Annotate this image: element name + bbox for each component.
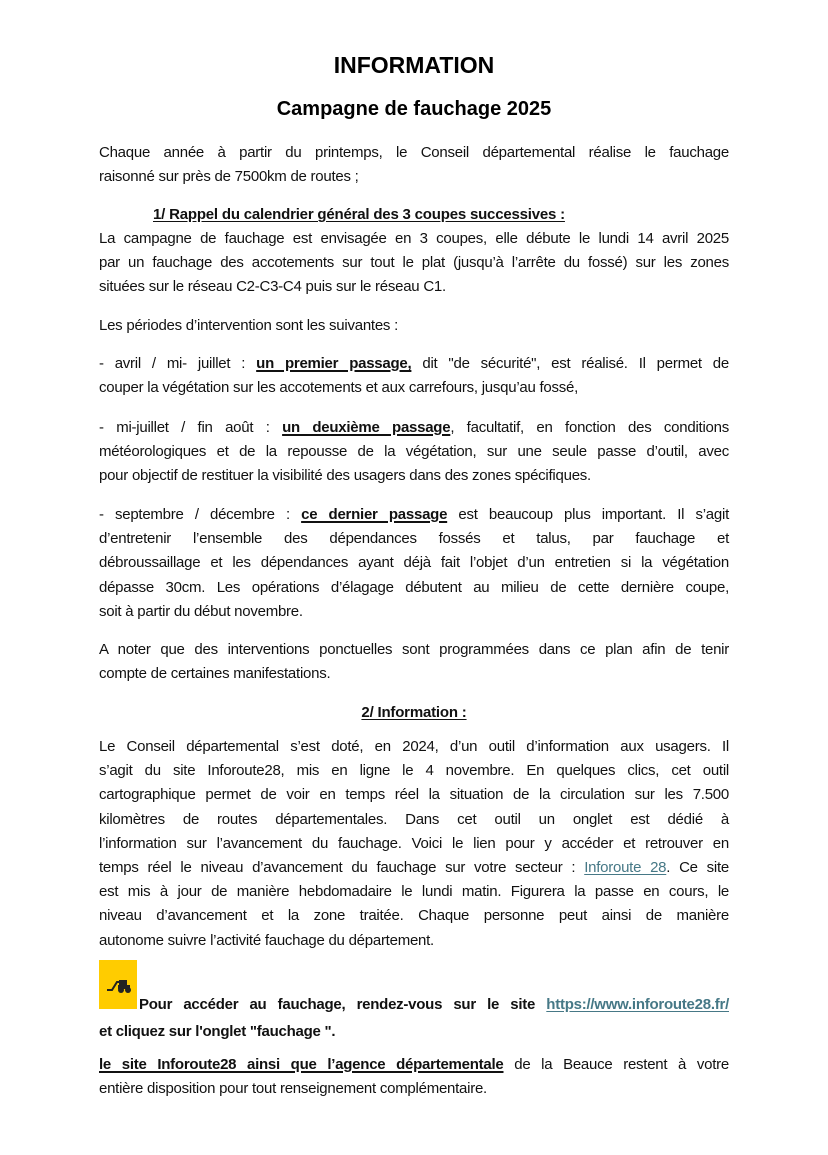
period-dates: - mi-juillet / fin août : bbox=[99, 419, 283, 436]
period-item-1 bbox=[99, 352, 729, 400]
access-instruction: et cliquez sur l'onglet "fauchage ". bbox=[99, 1023, 336, 1040]
paragraph-line bbox=[99, 856, 729, 880]
closing-emphasis: le site Inforoute28 ainsi que l’agence départementale bbox=[99, 1056, 504, 1073]
tractor-glyph bbox=[106, 978, 132, 994]
paragraph-line: Le Conseil départemental s’est doté, en 2024, d’un outil d’information aux usagers. Il bbox=[99, 738, 729, 755]
closing-line: entière disposition pour tout renseignement complémentaire. bbox=[99, 1080, 487, 1098]
period-text: dit "de sécurité", est réalisé. Il permet de bbox=[411, 355, 729, 372]
access-text bbox=[139, 993, 729, 1017]
paragraph-line: kilomètres de routes départementales. Dans cet outil un onglet est dédié à bbox=[99, 810, 729, 828]
note-line: A noter que des interventions ponctuelles sont programmées dans ce plan afin de tenir bbox=[99, 641, 729, 658]
paragraph-line: cartographique permet de voir en temps réel la situation de la circulation sur les 7.500 bbox=[99, 786, 729, 804]
section2-heading-text: 2/ Information : bbox=[361, 704, 467, 721]
period-line: dépasse 30cm. Les opérations d’élagage débutent au milieu de cette dernière coupe, bbox=[99, 578, 729, 596]
period-dates: - avril / mi- juillet : bbox=[99, 355, 257, 372]
period-line: débroussaillage et les dépendances ayant déjà fait l’objet d’un entretien si la végétation bbox=[99, 554, 729, 572]
note-paragraph bbox=[99, 638, 729, 686]
access-line bbox=[139, 993, 729, 1017]
closing-text: de la Beauce restent à votre bbox=[503, 1056, 729, 1073]
section2-heading bbox=[99, 704, 729, 721]
paragraph-line: La campagne de fauchage est envisagée en 3 coupes, elle débute le lundi 14 avril 2025 bbox=[99, 230, 729, 247]
periods-intro: Les périodes d’intervention sont les suivantes : bbox=[99, 317, 399, 334]
closing-paragraph bbox=[99, 1053, 729, 1101]
period-line bbox=[99, 352, 729, 376]
paragraph-line: par un fauchage des accotements sur tout le plat (jusqu’à l’arrête du fossé) sur les zones bbox=[99, 254, 729, 272]
section2-paragraph bbox=[99, 735, 729, 953]
period-emphasis: un deuxième passage bbox=[282, 419, 451, 436]
paragraph-line: niveau d’avancement et la zone traitée. Chaque personne peut ainsi de manière bbox=[99, 907, 729, 925]
period-emphasis: ce dernier passage bbox=[301, 506, 448, 523]
inforoute28-link[interactable]: Inforoute 28 bbox=[584, 859, 667, 877]
period-line: pour objectif de restituer la visibilité des usagers dans des zones spécifiques. bbox=[99, 467, 591, 485]
note-line: compte de certaines manifestations. bbox=[99, 665, 331, 683]
paragraph-text: . Ce site bbox=[666, 859, 729, 877]
document-title: INFORMATION bbox=[333, 52, 495, 78]
inforoute28-url-link[interactable]: https://www.inforoute28.fr/ bbox=[546, 996, 729, 1013]
paragraph-line: situées sur le réseau C2-C3-C4 puis sur le réseau C1. bbox=[99, 278, 446, 296]
paragraph-line: s’agit du site Inforoute28, mis en ligne le 4 novembre. En quelques clics, cet outil bbox=[99, 762, 729, 780]
paragraph-line: est mis à jour de manière hebdomadaire le lundi matin. Figurera la passe en cours, le bbox=[99, 883, 729, 901]
period-item-3 bbox=[99, 503, 729, 624]
document-subtitle: Campagne de fauchage 2025 bbox=[276, 98, 552, 120]
intro-paragraph bbox=[99, 141, 729, 189]
period-emphasis: un premier passage, bbox=[256, 355, 412, 372]
period-line: d’entretenir l’ensemble des dépendances fossés et talus, par fauchage et bbox=[99, 530, 729, 548]
section1-paragraph bbox=[99, 227, 729, 300]
closing-line bbox=[99, 1053, 729, 1077]
section1-heading: 1/ Rappel du calendrier général des 3 coupes successives : bbox=[153, 206, 565, 223]
intro-line: raisonné sur près de 7500km de routes ; bbox=[99, 168, 359, 186]
period-line: météorologiques et de la repousse de la végétation, sur une seule passe d’outil, avec bbox=[99, 443, 729, 461]
paragraph-line: l’information sur l’avancement du fauchage. Voici le lien pour y accéder et retrouver en bbox=[99, 834, 729, 852]
period-line bbox=[99, 416, 729, 440]
period-item-2 bbox=[99, 416, 729, 489]
intro-line: Chaque année à partir du printemps, le Conseil départemental réalise le fauchage bbox=[99, 144, 729, 161]
paragraph-text: temps réel le niveau d’avancement du fauchage sur votre secteur : bbox=[99, 859, 585, 877]
mowing-tractor-icon bbox=[99, 960, 137, 1009]
access-text-before: Pour accéder au fauchage, rendez-vous sur le site bbox=[139, 996, 547, 1013]
paragraph-line: autonome suivre l’activité fauchage du département. bbox=[99, 931, 434, 949]
period-line: soit à partir du début novembre. bbox=[99, 602, 303, 620]
period-text: est beaucoup plus important. Il s’agit bbox=[447, 506, 729, 523]
period-line: couper la végétation sur les accotements et aux carrefours, jusqu’au fossé, bbox=[99, 379, 579, 397]
period-text: , facultatif, en fonction des conditions bbox=[450, 419, 729, 436]
period-dates: - septembre / décembre : bbox=[99, 506, 302, 523]
period-line bbox=[99, 503, 729, 527]
